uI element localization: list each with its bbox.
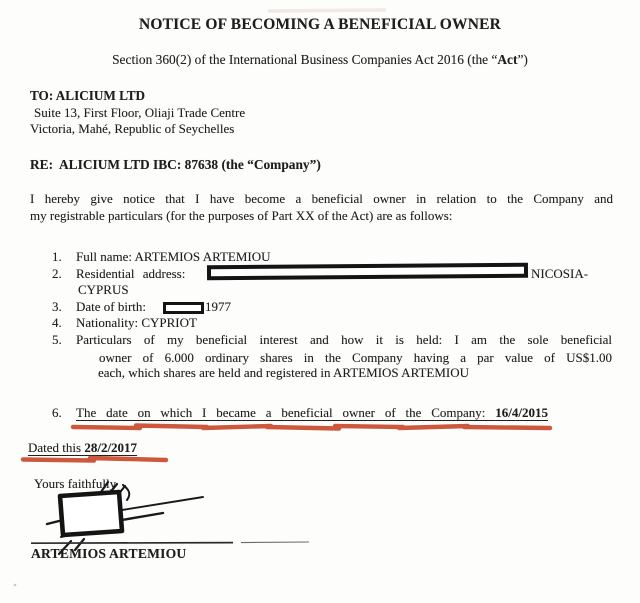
item-4-nationality: Nationality: CYPRIOT (76, 315, 197, 330)
scan-speck (14, 584, 17, 587)
item-1-number: 1. (52, 249, 62, 264)
statute-subtitle (0, 52, 640, 67)
item-5-particulars-line3: each, which shares are held and registered in ARTEMIOS ARTEMIOU (98, 365, 470, 380)
item-5-number: 5. (52, 332, 62, 347)
item-1-full-name: Full name: ARTEMIOS ARTEMIOU (76, 249, 271, 264)
recipient-address-line2: Victoria, Mahé, Republic of Seychelles (30, 121, 235, 136)
signatory-name: ARTEMIOS ARTEMIOU (31, 546, 187, 561)
document-title: NOTICE OF BECOMING A BENEFICIAL OWNER (138, 16, 502, 33)
item-6-date-value: 16/4/2015 (495, 405, 548, 420)
scan-smudge (268, 10, 386, 11)
intro-paragraph-line1: I hereby give notice that I have become a beneficial owner in relation to the Company and (30, 191, 613, 206)
item-6-number: 6. (52, 405, 62, 420)
recipient-to-line: TO: ALICIUM LTD (30, 88, 146, 103)
item-2-residential-address-label: Residential address: (76, 266, 186, 281)
valediction: Yours faithfully (34, 476, 117, 491)
dated-date-value: 28/2/2017 (84, 440, 138, 455)
signature-pen-strokes (47, 482, 203, 554)
red-marker-underline-dated (23, 458, 166, 461)
signature-redaction-box (60, 492, 122, 535)
item-5-particulars-line1: Particulars of my beneficial interest and how it is held: I am the sole beneficial (76, 332, 612, 347)
re-subject-line: RE: ALICIUM LTD IBC: 87638 (the “Company”) (30, 157, 321, 172)
dated-line (28, 440, 137, 455)
dated-prefix: Dated this (28, 440, 85, 455)
intro-paragraph-line2: my registrable particulars (for the purposes of Part XX of the Act) are as follows: (30, 208, 453, 223)
address-redaction-box (207, 263, 528, 281)
item-2-number: 2. (52, 266, 62, 281)
item-2-city: NICOSIA- (531, 266, 589, 281)
item-4-number: 4. (52, 315, 62, 330)
red-marker-underline-item6 (73, 426, 550, 429)
recipient-address-line1: Suite 13, First Floor, Oliaji Trade Centre (34, 105, 246, 120)
item-6-beneficial-owner-date (76, 405, 548, 420)
statute-subtitle-act: Act (497, 52, 518, 67)
item-3-birth-year: 1977 (205, 299, 231, 314)
item-3-number: 3. (52, 299, 62, 314)
signature-rule-line (31, 542, 309, 543)
item-2-country: CYPRUS (78, 282, 129, 297)
item-6-text: The date on which I became a beneficial owner of the Company: (76, 405, 496, 420)
item-5-particulars-line2: owner of 6.000 ordinary shares in the Company having a par value of US$1.00 (99, 350, 612, 365)
birthdate-redaction-box (163, 302, 204, 314)
statute-subtitle-pre: Section 360(2) of the International Business Companies Act 2016 (the “ (112, 52, 498, 67)
statute-subtitle-post: ”) (517, 52, 528, 67)
item-3-date-of-birth-label: Date of birth: (76, 299, 147, 314)
